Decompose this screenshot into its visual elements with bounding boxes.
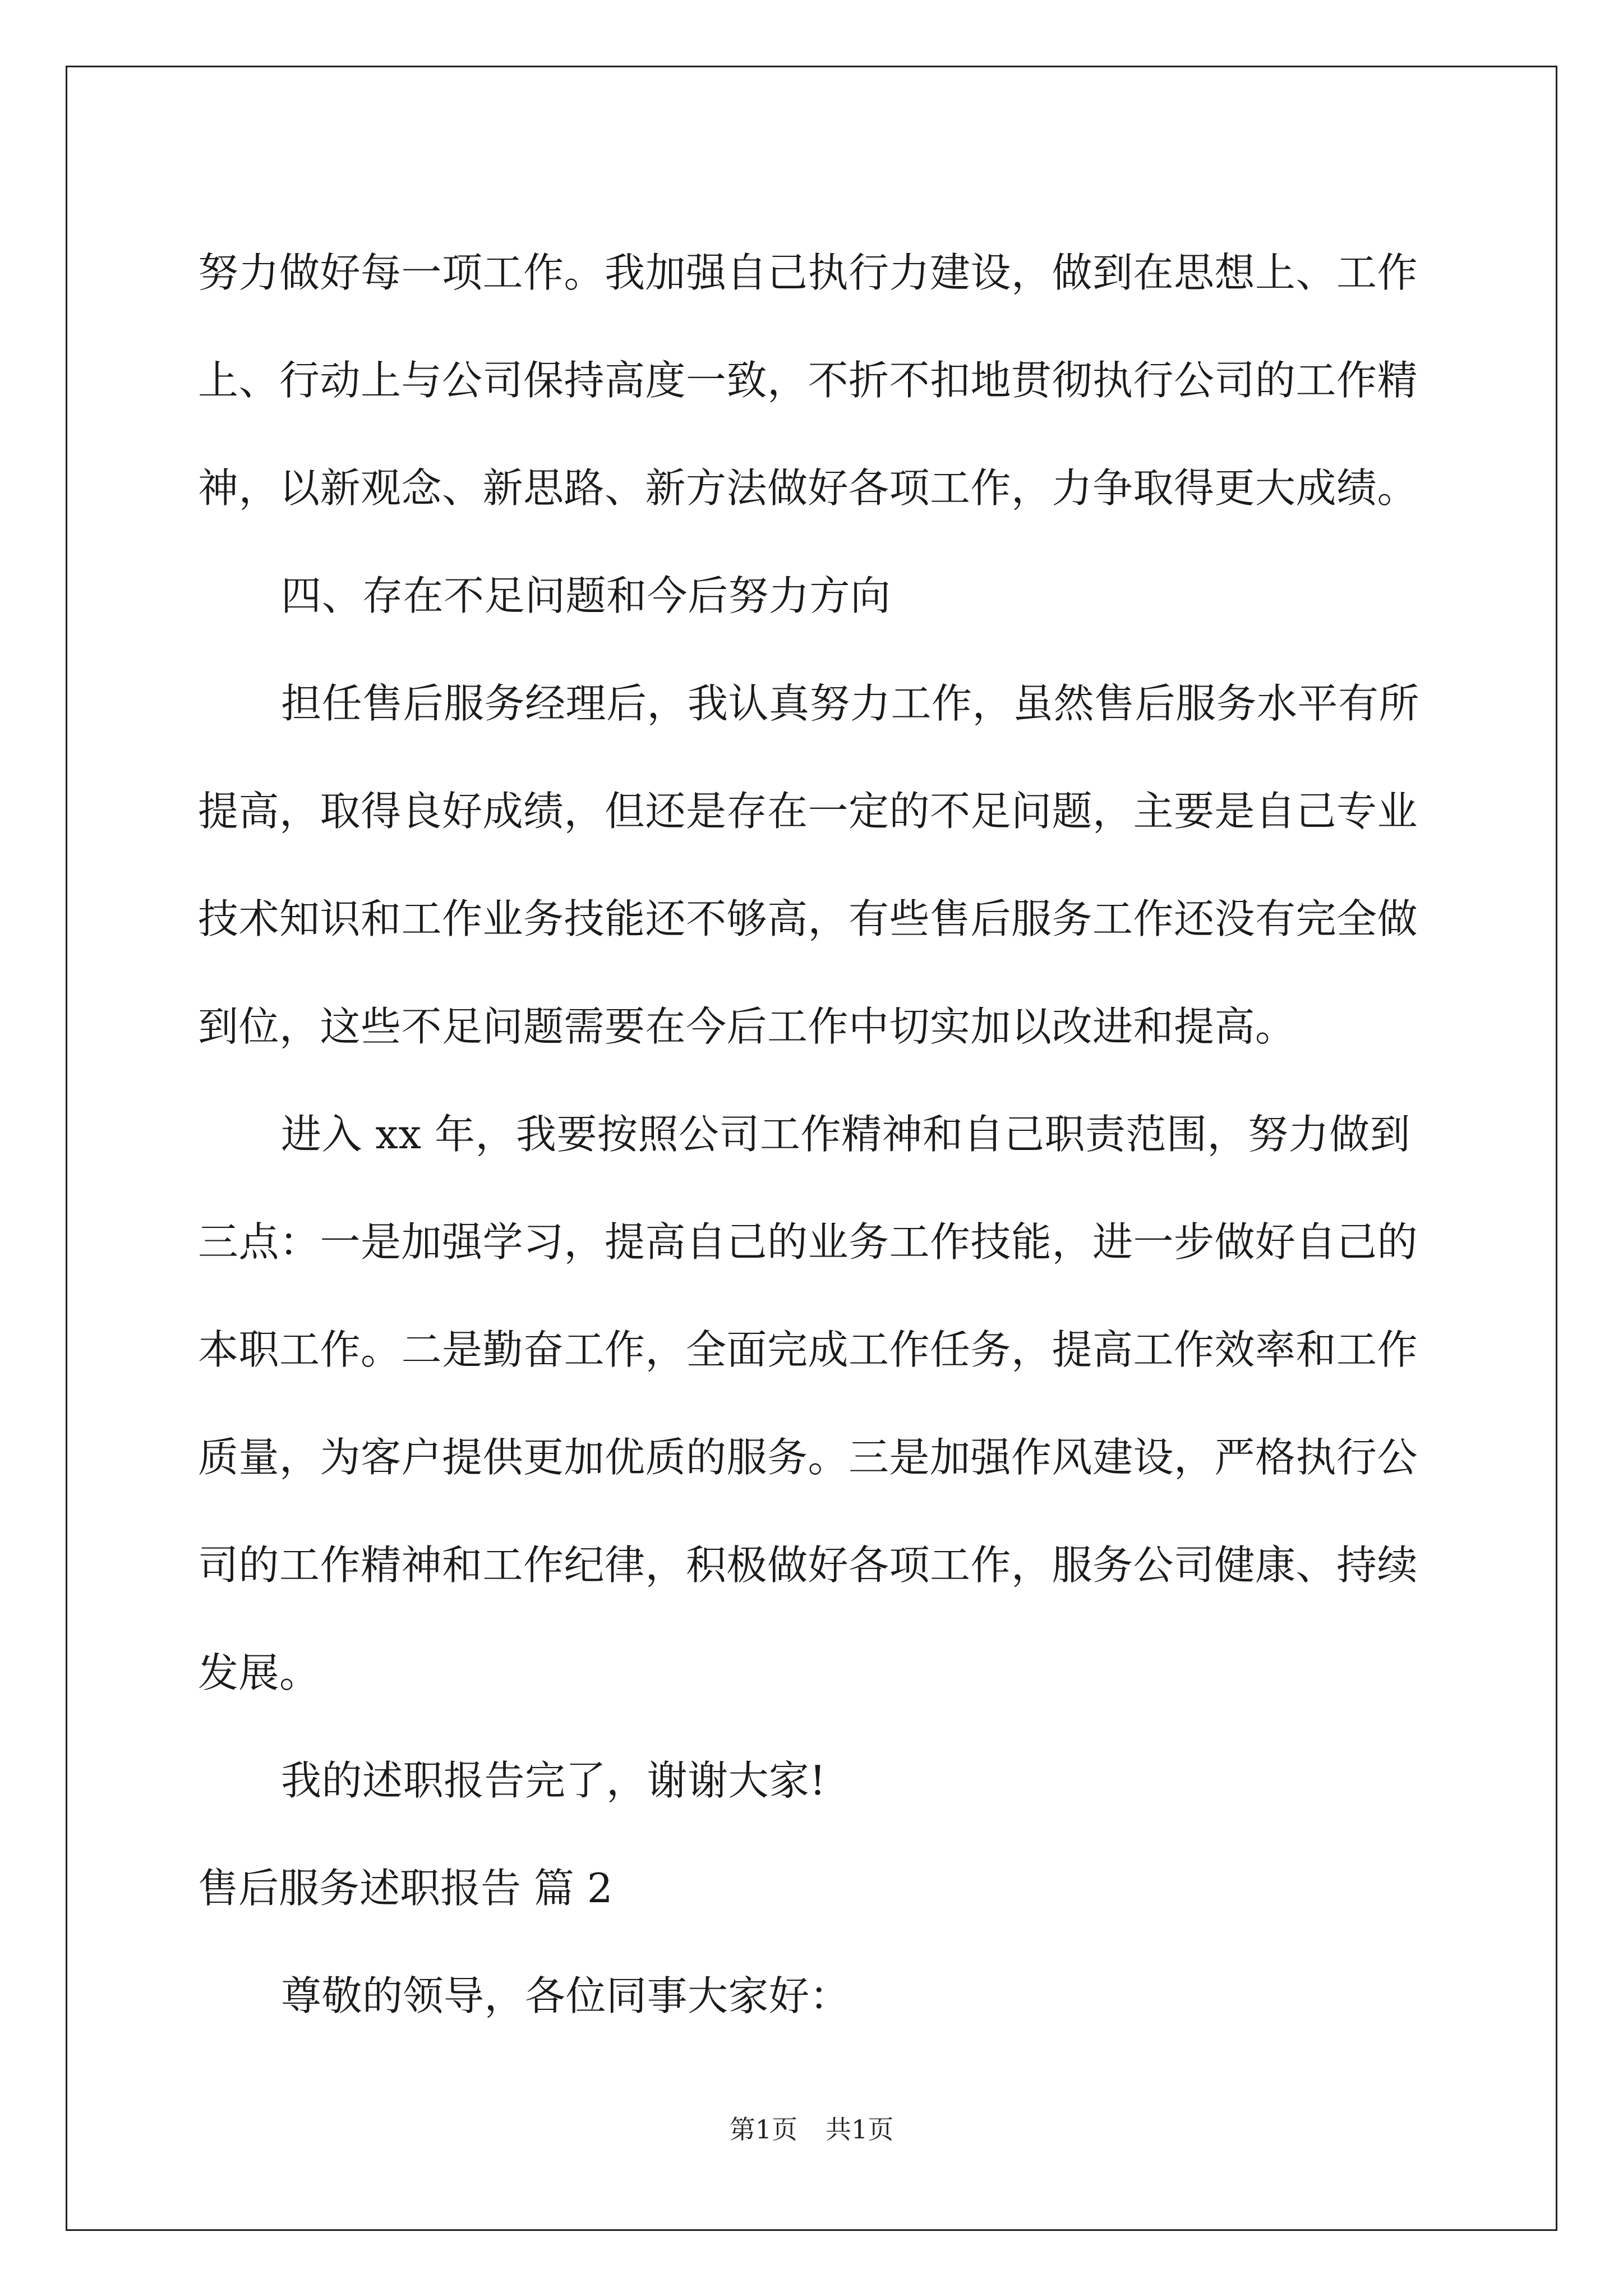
report-title: 售后服务述职报告 篇 2 (198, 1865, 613, 1912)
document-body (198, 219, 1432, 2050)
paragraph-closing: 我的述职报告完了，谢谢大家! (281, 1757, 826, 1804)
paragraph-shortcomings: 担任售后服务经理后，我认真努力工作，虽然售后服务水平有所提高，取得良好成绩，但还是存在一定的不足问题，主要是自己专业技术知识和工作业务技能还不够高，有些售后服务工作还没有完全做到位，这些不足问题需要在今后工作中切实加以改进和提高。 (198, 680, 1420, 1050)
paragraph-continuation: 努力做好每一项工作。我加强自己执行力建设，做到在思想上、工作上、行动上与公司保持高度一致，不折不扣地贯彻执行公司的工作精神，以新观念、新思路、新方法做好各项工作，力争取得更大成绩。 (198, 249, 1418, 512)
page-total: 共1页 (826, 2114, 894, 2145)
page-number: 第1页 (729, 2114, 797, 2145)
page-footer (0, 2109, 1623, 2146)
section-heading-four: 四、存在不足问题和今后努力方向 (281, 572, 891, 619)
paragraph-greeting: 尊敬的领导，各位同事大家好： (281, 1972, 851, 2019)
paragraph-plans: 进入 xx 年，我要按照公司工作精神和自己职责范围，努力做到三点：一是加强学习，提高自己的业务工作技能，进一步做好自己的本职工作。二是勤奋工作，全面完成工作任务，提高工作效率和工作质量，为客户提供更加优质的服务。三是加强作风建设，严格执行公司的工作精神和工作纪律，积极做好各项工作，服务公司健康、持续发展。 (198, 1111, 1418, 1696)
